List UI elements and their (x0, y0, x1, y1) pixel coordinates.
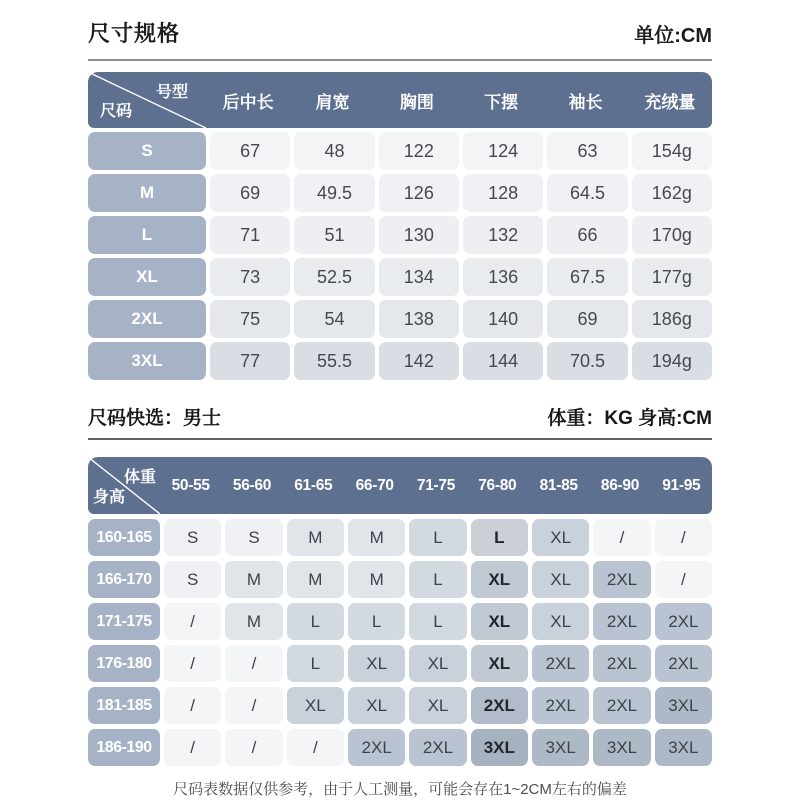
size-value-cell: 69 (547, 300, 627, 338)
height-label-cell: 186-190 (88, 729, 160, 766)
size-value-cell: 52.5 (294, 258, 374, 296)
size-value-cell: 162g (632, 174, 712, 212)
size-value-cell: 170g (632, 216, 712, 254)
size-table-column-header: 下摆 (484, 92, 519, 112)
fit-size-cell: 2XL (593, 687, 650, 724)
fit-table-corner (88, 457, 160, 514)
size-table (88, 72, 712, 380)
top-divider (88, 59, 712, 61)
size-label-cell: XL (88, 258, 206, 296)
size-value-cell: 144 (463, 342, 543, 380)
fit-size-cell: XL (532, 519, 589, 556)
fit-size-cell: / (225, 729, 282, 766)
size-value-cell: 64.5 (547, 174, 627, 212)
fit-size-cell: XL (409, 687, 466, 724)
fit-size-cell: / (287, 729, 344, 766)
quick-select-row (88, 402, 712, 430)
fit-size-cell: 2XL (348, 729, 405, 766)
fit-size-cell: / (164, 603, 221, 640)
size-value-cell: 73 (210, 258, 290, 296)
size-value-cell: 128 (463, 174, 543, 212)
size-table-column-header: 胸围 (399, 92, 434, 112)
size-value-cell: 142 (379, 342, 459, 380)
size-table-column-header: 肩宽 (315, 92, 350, 112)
size-table-column-header: 充绒量 (644, 92, 696, 112)
fit-size-cell: XL (532, 603, 589, 640)
fit-size-cell: / (655, 519, 712, 556)
fit-size-cell: / (593, 519, 650, 556)
size-label-cell: S (88, 132, 206, 170)
weight-column-header: 66-70 (355, 476, 394, 494)
fit-size-cell: L (471, 519, 528, 556)
fit-size-cell: / (164, 645, 221, 682)
size-value-cell: 67.5 (547, 258, 627, 296)
fit-size-cell: 3XL (532, 729, 589, 766)
fit-size-cell: 2XL (532, 645, 589, 682)
size-value-cell: 154g (632, 132, 712, 170)
footnote: 尺码表数据仅供参考，由于人工测量，可能会存在1~2CM左右的偏差 (173, 781, 627, 798)
size-value-cell: 124 (463, 132, 543, 170)
fit-size-cell: L (409, 603, 466, 640)
fit-table-body (88, 519, 712, 766)
fit-size-cell: 2XL (593, 561, 650, 598)
fit-size-cell: XL (348, 687, 405, 724)
corner-top-label: 体重 (123, 469, 156, 486)
fit-size-cell: 2XL (593, 603, 650, 640)
fit-size-cell: L (287, 603, 344, 640)
weight-column-header: 50-55 (171, 476, 210, 494)
fit-size-cell: L (409, 519, 466, 556)
size-table-header (88, 72, 712, 128)
weight-column-header: 61-65 (294, 476, 333, 494)
size-value-cell: 126 (379, 174, 459, 212)
fit-size-cell: XL (287, 687, 344, 724)
fit-size-cell: M (287, 519, 344, 556)
fit-size-cell: M (225, 561, 282, 598)
size-label-cell: L (88, 216, 206, 254)
size-value-cell: 186g (632, 300, 712, 338)
size-value-cell: 70.5 (547, 342, 627, 380)
weight-column-header: 81-85 (539, 476, 578, 494)
corner-bottom-label: 身高 (93, 489, 126, 506)
size-value-cell: 71 (210, 216, 290, 254)
fit-size-cell: S (164, 519, 221, 556)
fit-size-cell: M (287, 561, 344, 598)
size-value-cell: 138 (379, 300, 459, 338)
size-value-cell: 140 (463, 300, 543, 338)
fit-size-cell: XL (348, 645, 405, 682)
size-value-cell: 66 (547, 216, 627, 254)
fit-size-cell: L (287, 645, 344, 682)
fit-size-cell: 2XL (655, 645, 712, 682)
fit-size-cell: XL (471, 603, 528, 640)
fit-size-cell: / (655, 561, 712, 598)
size-value-cell: 136 (463, 258, 543, 296)
fit-size-cell: / (164, 729, 221, 766)
size-value-cell: 130 (379, 216, 459, 254)
fit-size-cell: XL (409, 645, 466, 682)
unit-label: 单位:CM (634, 25, 712, 47)
fit-size-cell: S (225, 519, 282, 556)
page-header (88, 18, 712, 48)
size-value-cell: 77 (210, 342, 290, 380)
height-label-cell: 171-175 (88, 603, 160, 640)
size-value-cell: 51 (294, 216, 374, 254)
height-label-cell: 160-165 (88, 519, 160, 556)
size-value-cell: 177g (632, 258, 712, 296)
fit-size-cell: M (348, 561, 405, 598)
weight-column-header: 71-75 (416, 476, 456, 494)
size-value-cell: 69 (210, 174, 290, 212)
size-label-cell: 3XL (88, 342, 206, 380)
page-title: 尺寸规格 (88, 21, 181, 46)
fit-size-cell: XL (471, 561, 528, 598)
fit-size-cell: 2XL (532, 687, 589, 724)
weight-column-header: 86-90 (600, 476, 640, 494)
size-value-cell: 54 (294, 300, 374, 338)
fit-size-cell: M (348, 519, 405, 556)
size-value-cell: 55.5 (294, 342, 374, 380)
size-value-cell: 75 (210, 300, 290, 338)
size-value-cell: 48 (294, 132, 374, 170)
size-value-cell: 134 (379, 258, 459, 296)
corner-top-label: 号型 (155, 84, 188, 101)
fit-size-cell: XL (532, 561, 589, 598)
size-value-cell: 194g (632, 342, 712, 380)
fit-size-cell: XL (471, 645, 528, 682)
height-label-cell: 166-170 (88, 561, 160, 598)
fit-size-cell: 3XL (655, 687, 712, 724)
fit-size-cell: 3XL (593, 729, 650, 766)
quick-select-unit: 体重：KG 身高:CM (547, 407, 712, 429)
fit-size-cell: L (409, 561, 466, 598)
size-table-column-header: 后中长 (222, 92, 274, 112)
fit-table (88, 457, 712, 766)
size-value-cell: 49.5 (294, 174, 374, 212)
fit-size-cell: S (164, 561, 221, 598)
fit-size-cell: 2XL (471, 687, 528, 724)
fit-size-cell: / (225, 645, 282, 682)
size-table-corner (88, 72, 206, 128)
size-value-cell: 63 (547, 132, 627, 170)
size-label-cell: 2XL (88, 300, 206, 338)
fit-size-cell: M (225, 603, 282, 640)
size-table-column-header: 袖长 (568, 92, 603, 112)
weight-column-header: 91-95 (662, 476, 701, 494)
fit-size-cell: / (164, 687, 221, 724)
middle-divider (88, 438, 712, 440)
quick-select-label: 尺码快选：男士 (88, 407, 222, 429)
corner-bottom-label: 尺码 (100, 103, 133, 120)
weight-column-header: 76-80 (478, 476, 517, 494)
size-label-cell: M (88, 174, 206, 212)
fit-table-header (88, 457, 712, 514)
size-table-body (88, 132, 712, 380)
height-label-cell: 176-180 (88, 645, 160, 682)
fit-size-cell: L (348, 603, 405, 640)
fit-size-cell: / (225, 687, 282, 724)
fit-size-cell: 3XL (471, 729, 528, 766)
fit-size-cell: 2XL (655, 603, 712, 640)
size-value-cell: 132 (463, 216, 543, 254)
fit-size-cell: 3XL (655, 729, 712, 766)
height-label-cell: 181-185 (88, 687, 160, 724)
size-value-cell: 67 (210, 132, 290, 170)
weight-column-header: 56-60 (232, 476, 272, 494)
fit-size-cell: 2XL (409, 729, 466, 766)
size-value-cell: 122 (379, 132, 459, 170)
fit-size-cell: 2XL (593, 645, 650, 682)
